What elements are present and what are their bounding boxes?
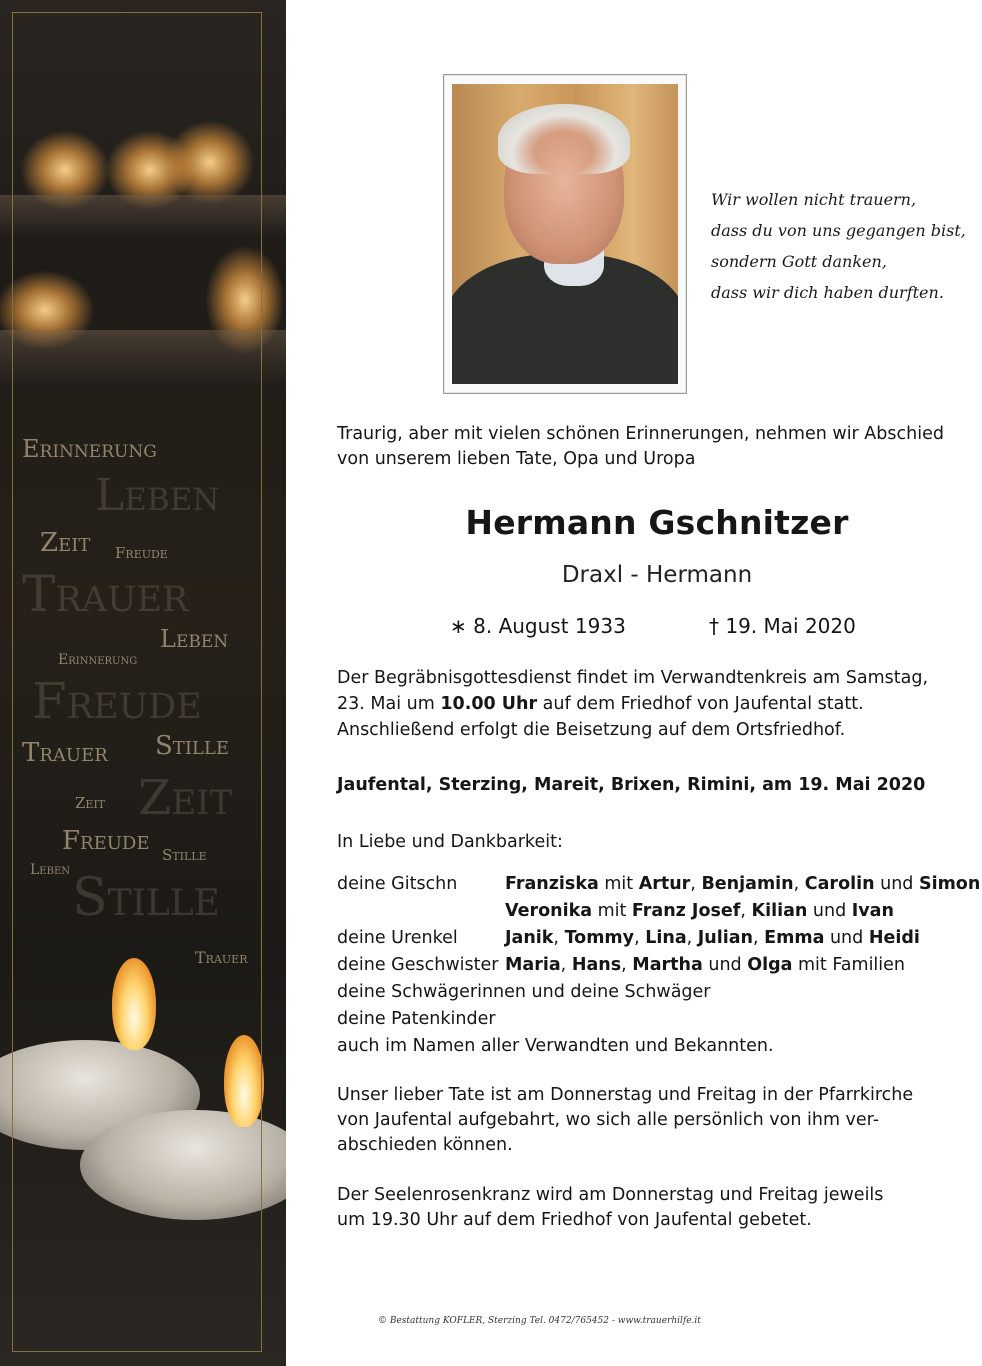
sidebar-word: Leben [95, 470, 220, 521]
viewing-line: abschieden können. [337, 1135, 513, 1155]
family-row-gitschn [337, 871, 980, 898]
deceased-alias: Draxl - Hermann [561, 562, 753, 588]
family-name: Franz Josef [631, 901, 741, 921]
family-connector: mit [598, 874, 639, 894]
family-row-verwandte: auch im Namen aller Verwandten und Bekannten. [337, 1036, 774, 1056]
death-date-text: 19. Mai 2020 [725, 614, 856, 638]
family-row-schwaeger: deine Schwägerinnen und deine Schwäger [337, 982, 711, 1002]
quote-line: Wir wollen nicht trauern, [711, 190, 917, 209]
family-connector: und [807, 901, 852, 921]
portrait-photo [452, 84, 678, 384]
birth-date-text: 8. August 1933 [473, 614, 626, 638]
family-label: deine Gitschn [337, 874, 458, 894]
sidebar-word: Zeit [138, 770, 233, 826]
funeral-line: Der Begräbnisgottesdienst findet im Verwandtenkreis am Samstag, [337, 668, 929, 688]
family-name: Simon [918, 874, 981, 894]
family-row-geschwister [337, 952, 905, 979]
funeral-line: Anschließend erfolgt die Beisetzung auf dem Ortsfriedhof. [337, 720, 846, 740]
family-label: deine Urenkel [337, 928, 458, 948]
footer-credit: © Bestattung KOFLER, Sterzing Tel. 0472/765452 - www.trauerhilfe.it [378, 1316, 701, 1326]
cross-symbol: † [709, 614, 719, 638]
birth-symbol: ∗ [450, 614, 467, 638]
sidebar-word: Freude [32, 672, 202, 730]
sidebar-word: Trauer [22, 565, 189, 623]
sidebar-word: Stille [155, 731, 229, 761]
portrait-hair [498, 104, 630, 174]
sidebar-word: Freude [115, 544, 168, 562]
place-date: Jaufental, Sterzing, Mareit, Brixen, Rimini, am 19. Mai 2020 [337, 775, 926, 795]
family-row-urenkel [337, 925, 920, 952]
viewing-line: von Jaufental aufgebahrt, wo sich alle persönlich von ihm ver- [337, 1110, 880, 1130]
sidebar-candle-band [0, 0, 286, 1366]
family-connector: und [702, 955, 748, 975]
family-name: Tommy [564, 928, 635, 948]
family-name: Lina [645, 928, 687, 948]
rosary-line: um 19.30 Uhr auf dem Friedhof von Jaufental gebetet. [337, 1210, 812, 1230]
deceased-name: Hermann Gschnitzer [465, 503, 849, 542]
sidebar-word: Zeit [40, 528, 91, 558]
family-connector: , [753, 928, 765, 948]
family-connector: , [793, 874, 805, 894]
sidebar-word: Freude [62, 826, 150, 856]
family-connector: , [686, 928, 698, 948]
sidebar-word: Trauer [195, 948, 248, 967]
sidebar-word: Erinnerung [22, 435, 157, 463]
funeral-line [337, 691, 864, 718]
family-connector: , [621, 955, 633, 975]
family-name: Franziska [505, 874, 599, 894]
family-row-gitschn-2 [337, 898, 894, 925]
family-name: Heidi [868, 928, 920, 948]
family-connector: , [553, 928, 565, 948]
family-name: Carolin [804, 874, 875, 894]
sidebar-word: Erinnerung [58, 652, 138, 668]
death-date [709, 614, 856, 638]
family-connector: , [740, 901, 752, 921]
viewing-line: Unser lieber Tate ist am Donnerstag und Freitag in der Pfarrkirche [337, 1085, 914, 1105]
sidebar-word: Leben [160, 625, 229, 653]
memorial-quote [711, 184, 966, 308]
sidebar-frame [12, 12, 262, 1352]
family-connector: mit Familien [792, 955, 906, 975]
intro-line: Traurig, aber mit vielen schönen Erinnerungen, nehmen wir Abschied [337, 424, 944, 444]
family-name: Janik [505, 928, 554, 948]
family-name: Julian [697, 928, 754, 948]
family-name: Hans [571, 955, 622, 975]
funeral-time: 10.00 Uhr [440, 694, 538, 714]
family-name: Maria [505, 955, 561, 975]
birth-date [450, 614, 626, 638]
family-connector: und [874, 874, 919, 894]
intro-line: von unserem lieben Tate, Opa und Uropa [337, 449, 696, 469]
sidebar-word: Leben [30, 862, 70, 878]
family-name: Benjamin [701, 874, 794, 894]
family-connector: mit [592, 901, 632, 921]
family-name: Artur [638, 874, 691, 894]
sidebar-word: Stille [72, 868, 220, 928]
family-connector: , [560, 955, 572, 975]
quote-line: dass du von uns gegangen bist, [711, 221, 966, 240]
family-name: Veronika [505, 901, 593, 921]
funeral-text: auf dem Friedhof von Jaufental statt. [537, 694, 864, 714]
family-connector: , [690, 874, 702, 894]
quote-line: sondern Gott danken, [711, 252, 887, 271]
quote-line: dass wir dich haben durften. [711, 283, 944, 302]
sidebar-word: Zeit [75, 794, 106, 812]
gratitude-line: In Liebe und Dankbarkeit: [337, 832, 563, 852]
funeral-text: 23. Mai um [337, 694, 441, 714]
family-connector: und [824, 928, 869, 948]
family-connector: , [634, 928, 646, 948]
family-name: Martha [632, 955, 703, 975]
portrait-frame [443, 74, 687, 394]
family-name: Kilian [751, 901, 808, 921]
family-row-paten: deine Patenkinder [337, 1009, 496, 1029]
family-label: deine Geschwister [337, 955, 499, 975]
family-name: Emma [764, 928, 825, 948]
sidebar-word: Trauer [22, 738, 108, 768]
family-name: Ivan [851, 901, 894, 921]
family-name: Olga [747, 955, 793, 975]
rosary-line: Der Seelenrosenkranz wird am Donnerstag und Freitag jeweils [337, 1185, 884, 1205]
sidebar-word: Stille [162, 846, 207, 864]
